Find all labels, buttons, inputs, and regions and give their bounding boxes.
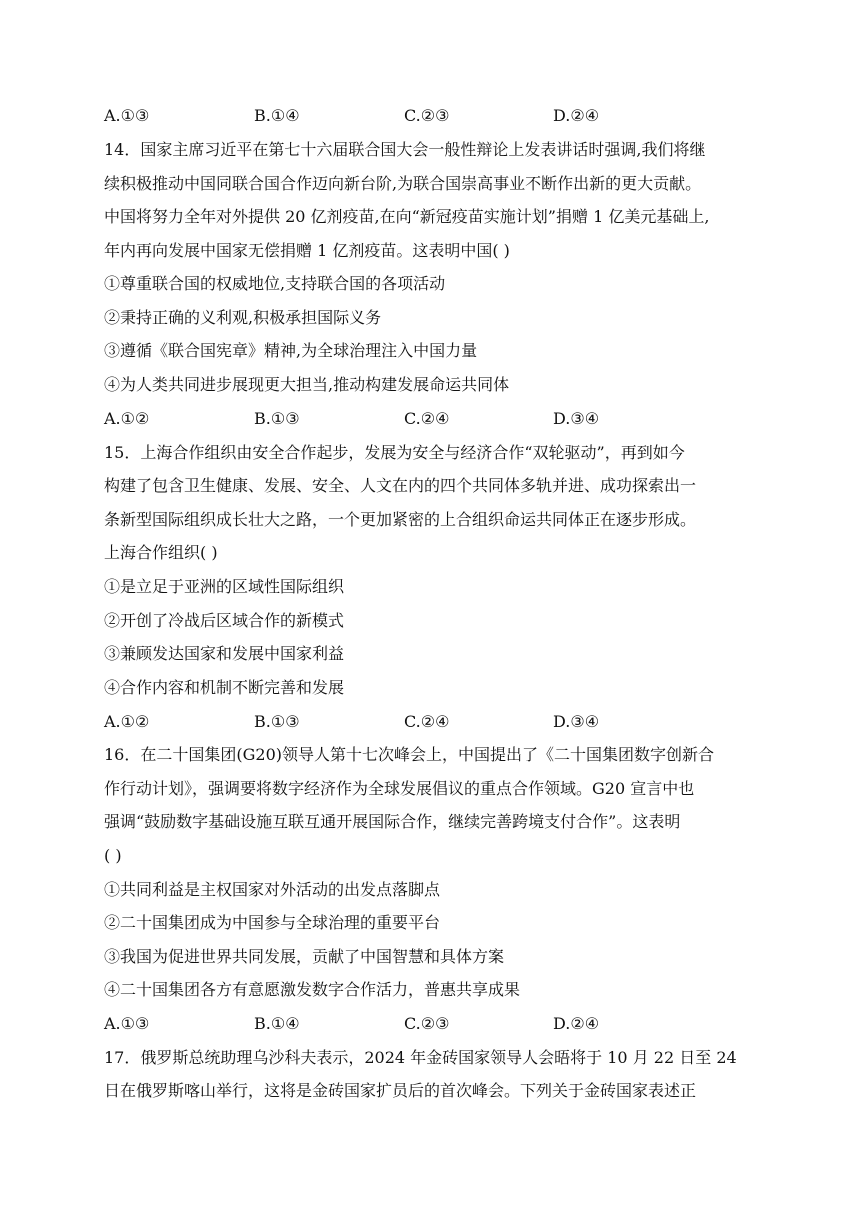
q14-item: ④为人类共同进步展现更大担当,推动构建发展命运共同体 — [104, 375, 510, 394]
q14-stem-line: 续积极推动中国同联合国合作迈向新台阶,为联合国崇高事业不断作出新的更大贡献。 — [104, 174, 702, 193]
q15-stem-line: 15．上海合作组织由安全合作起步，发展为安全与经济合作“双轮驱动”，再到如今 — [104, 443, 685, 462]
q13-option-a[interactable]: A.①③ — [104, 106, 150, 125]
q14-item: ②秉持正确的义利观,积极承担国际义务 — [104, 308, 382, 327]
q14-item: ①尊重联合国的权威地位,支持联合国的各项活动 — [104, 274, 446, 293]
q16-option-b[interactable]: B.①④ — [254, 1014, 300, 1033]
q15-option-d[interactable]: D.③④ — [553, 712, 600, 731]
q14-stem-line: 14．国家主席习近平在第七十六届联合国大会一般性辩论上发表讲话时强调,我们将继 — [104, 140, 706, 159]
q15-option-a[interactable]: A.①② — [104, 712, 150, 731]
q13-options — [104, 105, 764, 127]
q15-stem-line: 上海合作组织( ) — [104, 543, 218, 562]
q14-option-a[interactable]: A.①② — [104, 409, 150, 428]
q14-stem-line: 年内再向发展中国家无偿捐赠 1 亿剂疫苗。这表明中国( ) — [104, 241, 510, 260]
q17-stem-line: 日在俄罗斯喀山举行，这将是金砖国家扩员后的首次峰会。下列关于金砖国家表述正 — [104, 1081, 697, 1100]
q14-option-d[interactable]: D.③④ — [553, 409, 600, 428]
q14-item: ③遵循《联合国宪章》精神,为全球治理注入中国力量 — [104, 341, 478, 360]
q13-option-c[interactable]: C.②③ — [404, 106, 450, 125]
q15-item: ①是立足于亚洲的区域性国际组织 — [104, 577, 345, 596]
q16-item: ①共同利益是主权国家对外活动的出发点落脚点 — [104, 880, 441, 899]
q16-stem-line: 16．在二十国集团(G20)领导人第十七次峰会上，中国提出了《二十国集团数字创新合 — [104, 745, 714, 764]
q16-stem-line: 作行动计划》，强调要将数字经济作为全球发展倡议的重点合作领域。G20 宣言中也 — [104, 779, 695, 798]
q16-item: ③我国为促进世界共同发展，贡献了中国智慧和具体方案 — [104, 947, 505, 966]
q16-item: ④二十国集团各方有意愿激发数字合作活力，普惠共享成果 — [104, 980, 521, 999]
q16-option-a[interactable]: A.①③ — [104, 1014, 150, 1033]
q16-option-d[interactable]: D.②④ — [553, 1014, 600, 1033]
q15-item: ②开创了冷战后区域合作的新模式 — [104, 611, 345, 630]
q15-option-b[interactable]: B.①③ — [254, 712, 300, 731]
q15-item: ④合作内容和机制不断完善和发展 — [104, 678, 345, 697]
q16-options — [104, 1013, 764, 1035]
q15-stem-line: 构建了包含卫生健康、发展、安全、人文在内的四个共同体多轨并进、成功探索出一 — [104, 476, 697, 495]
q15-option-c[interactable]: C.②④ — [404, 712, 450, 731]
q14-option-b[interactable]: B.①③ — [254, 409, 300, 428]
q17-stem-line: 17．俄罗斯总统助理乌沙科夫表示，2024 年金砖国家领导人会晤将于 10 月 22 日至 24 — [104, 1048, 737, 1067]
q16-option-c[interactable]: C.②③ — [404, 1014, 450, 1033]
q16-stem-line: ( ) — [104, 846, 122, 865]
q16-item: ②二十国集团成为中国参与全球治理的重要平台 — [104, 913, 441, 932]
q14-options — [104, 408, 764, 430]
q14-stem-line: 中国将努力全年对外提供 20 亿剂疫苗,在向“新冠疫苗实施计划”捐赠 1 亿美元基础上, — [104, 207, 710, 226]
q15-options — [104, 711, 764, 733]
q15-stem-line: 条新型国际组织成长壮大之路，一个更加紧密的上合组织命运共同体正在逐步形成。 — [104, 510, 697, 529]
q13-option-d[interactable]: D.②④ — [553, 106, 600, 125]
q16-stem-line: 强调“鼓励数字基础设施互联互通开展国际合作，继续完善跨境支付合作”。这表明 — [104, 812, 681, 831]
q15-item: ③兼顾发达国家和发展中国家利益 — [104, 644, 345, 663]
q14-option-c[interactable]: C.②④ — [404, 409, 450, 428]
q13-option-b[interactable]: B.①④ — [254, 106, 300, 125]
